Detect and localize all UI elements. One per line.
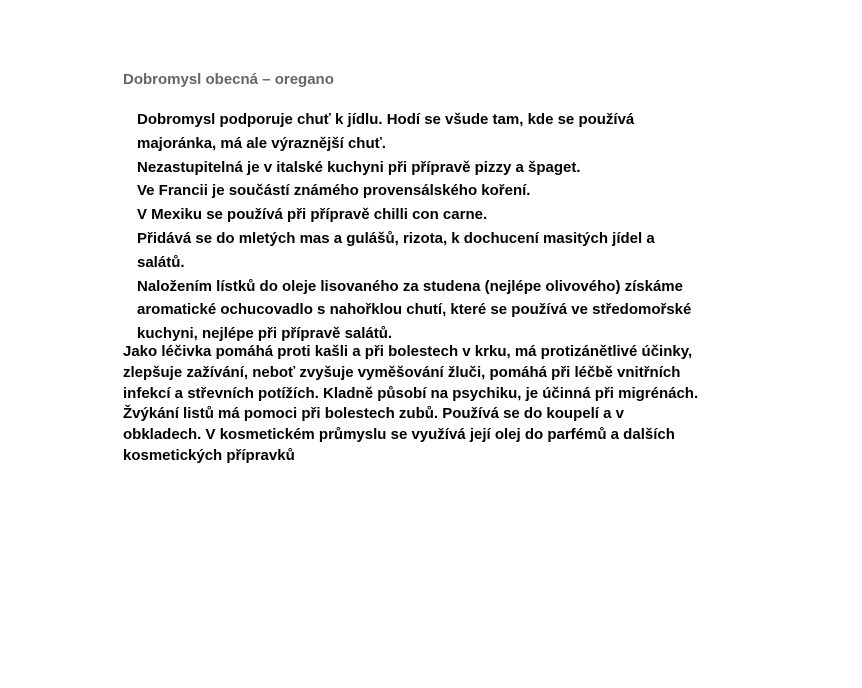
use-paragraph: Nezastupitelná je v italské kuchyni při přípravě pizzy a špaget. — [137, 158, 581, 176]
use-paragraph: Dobromysl podporuje chuť k jídlu. Hodí se všude tam, kde se používá majoránka, má ale výraznější chuť. — [137, 111, 635, 152]
use-paragraph: Ve Francii je součástí známého provensálského koření. — [137, 182, 531, 200]
use-paragraph: Naložením lístků do oleje lisovaného za studena (nejlépe olivového) získáme aromatické ochucovadlo s nahořklou chutí, které se používá ve středomořské kuchyni, nejlépe při přípravě salátů. — [137, 277, 692, 343]
culinary-uses-block — [137, 108, 697, 346]
use-paragraph: V Mexiku se používá při přípravě chilli con carne. — [137, 206, 488, 224]
use-paragraph: Přidává se do mletých mas a gulášů, rizota, k dochucení masitých jídel a salátů. — [137, 229, 655, 271]
document-title: Dobromysl obecná – oregano — [123, 71, 334, 88]
medicinal-paragraph: Jako léčivka pomáhá proti kašli a při bolestech v krku, má protizánětlivé účinky, zlepšuje zažívání, neboť zvyšuje vyměšování žluči, pomáhá při léčbě vnitřních infekcí a střevních potížích. Kladně působí na psychiku, je účinná při migrénách. Žvýkání listů má pomoci při bolestech zubů. Používá se do koupelí a v obkladech. V kosmetickém průmyslu se využívá její olej do parfémů a dalších kosmetických přípravků — [123, 343, 699, 464]
